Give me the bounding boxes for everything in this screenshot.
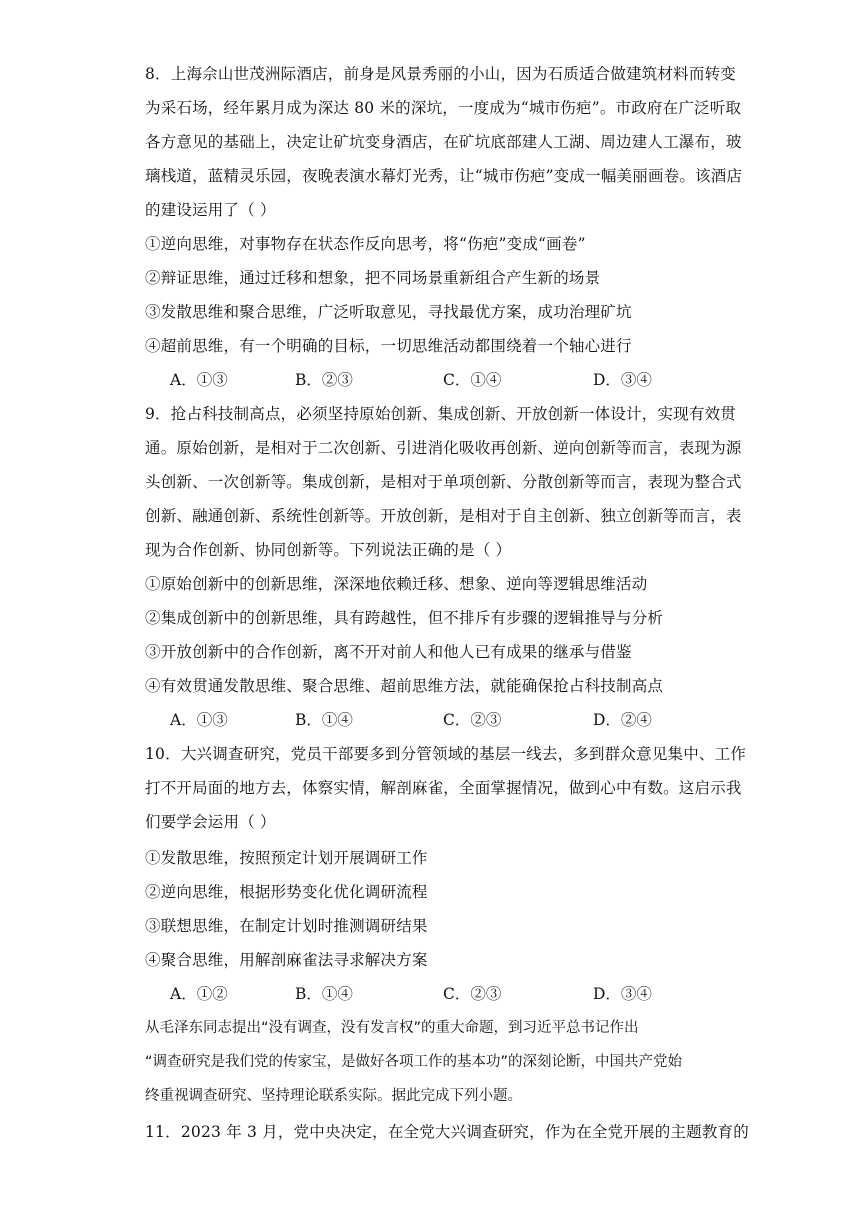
q10-item: ②逆向思维，根据形势变化优化调研流程: [145, 883, 428, 901]
q8-stem-line: 的建设运用了（ ）: [145, 201, 276, 219]
q10-item: ④聚合思维，用解剖麻雀法寻求解决方案: [145, 951, 428, 969]
q8-stem-line: 8．上海佘山世茂洲际酒店，前身是风景秀丽的小山，因为石质适合做建筑材料而转变: [145, 65, 736, 83]
q9-item: ③开放创新中的合作创新，离不开对前人和他人已有成果的继承与借鉴: [145, 643, 632, 661]
q8-item: ③发散思维和聚合思维，广泛听取意见，寻找最优方案，成功治理矿坑: [145, 303, 632, 321]
passage-line: “调查研究是我们党的传家宝，是做好各项工作的基本功”的深刻论断，中国共产党始: [145, 1054, 683, 1070]
option-b[interactable]: B．①④: [295, 985, 353, 1003]
option-b[interactable]: B．②③: [295, 371, 353, 389]
q8-item: ①逆向思维，对事物存在状态作反向思考，将“伤疤”变成“画卷”: [145, 235, 586, 253]
q8-stem-line: 各方意见的基础上，决定让矿坑变身酒店，在矿坑底部建人工湖、周边建人工瀑布，玻: [145, 133, 742, 151]
q11-stem-line: 11．2023 年 3 月，党中央决定，在全党大兴调查研究，作为在全党开展的主题教育的: [145, 1123, 749, 1141]
q9-stem-line: 创新、融通创新、系统性创新等。开放创新，是相对于自主创新、独立创新等而言，表: [145, 507, 742, 525]
option-a[interactable]: A．①②: [170, 985, 228, 1003]
q9-stem-line: 9．抢占科技制高点，必须坚持原始创新、集成创新、开放创新一体设计，实现有效贯: [145, 405, 736, 423]
q10-item: ①发散思维，按照预定计划开展调研工作: [145, 849, 428, 867]
q9-stem-line: 通。原始创新，是相对于二次创新、引进消化吸收再创新、逆向创新等而言，表现为源: [145, 439, 742, 457]
option-d[interactable]: D．②④: [593, 711, 652, 729]
passage-line: 终重视调查研究、坚持理论联系实际。据此完成下列小题。: [145, 1088, 522, 1104]
option-c[interactable]: C．①④: [443, 371, 502, 389]
q10-item: ③联想思维，在制定计划时推测调研结果: [145, 917, 428, 935]
q8-stem-line: 为采石场，经年累月成为深达 80 米的深坑，一度成为“城市伤疤”。市政府在广泛听取: [145, 99, 742, 117]
q9-stem-line: 现为合作创新、协同创新等。下列说法正确的是（ ）: [145, 541, 512, 559]
q9-item: ①原始创新中的创新思维，深深地依赖迁移、想象、逆向等逻辑思维活动: [145, 575, 648, 593]
q10-stem-line: 10．大兴调查研究，党员干部要多到分管领域的基层一线去，多到群众意见集中、工作: [145, 745, 747, 763]
q10-stem-line: 们要学会运用（ ）: [145, 813, 276, 831]
q9-item: ④有效贯通发散思维、聚合思维、超前思维方法，就能确保抢占科技制高点: [145, 677, 664, 695]
option-c[interactable]: C．②③: [443, 985, 502, 1003]
option-d[interactable]: D．③④: [593, 371, 652, 389]
q9-stem-line: 头创新、一次创新等。集成创新，是相对于单项创新、分散创新等而言，表现为整合式: [145, 473, 742, 491]
option-a[interactable]: A．①③: [170, 371, 228, 389]
q10-stem-line: 打不开局面的地方去，体察实情，解剖麻雀，全面掌握情况，做到心中有数。这启示我: [145, 779, 742, 797]
q9-item: ②集成创新中的创新思维，具有跨越性，但不排斥有步骤的逻辑推导与分析: [145, 609, 664, 627]
q8-item: ④超前思维，有一个明确的目标，一切思维活动都围绕着一个轴心进行: [145, 337, 632, 355]
option-b[interactable]: B．①④: [295, 711, 353, 729]
q8-stem-line: 璃栈道，蓝精灵乐园，夜晚表演水幕灯光秀，让“城市伤疤”变成一幅美丽画卷。该酒店: [145, 167, 743, 185]
passage-line: 从毛泽东同志提出“没有调查，没有发言权”的重大命题，到习近平总书记作出: [145, 1020, 639, 1036]
option-c[interactable]: C．②③: [443, 711, 502, 729]
option-a[interactable]: A．①③: [170, 711, 228, 729]
option-d[interactable]: D．③④: [593, 985, 652, 1003]
q8-item: ②辩证思维，通过迁移和想象，把不同场景重新组合产生新的场景: [145, 269, 601, 287]
